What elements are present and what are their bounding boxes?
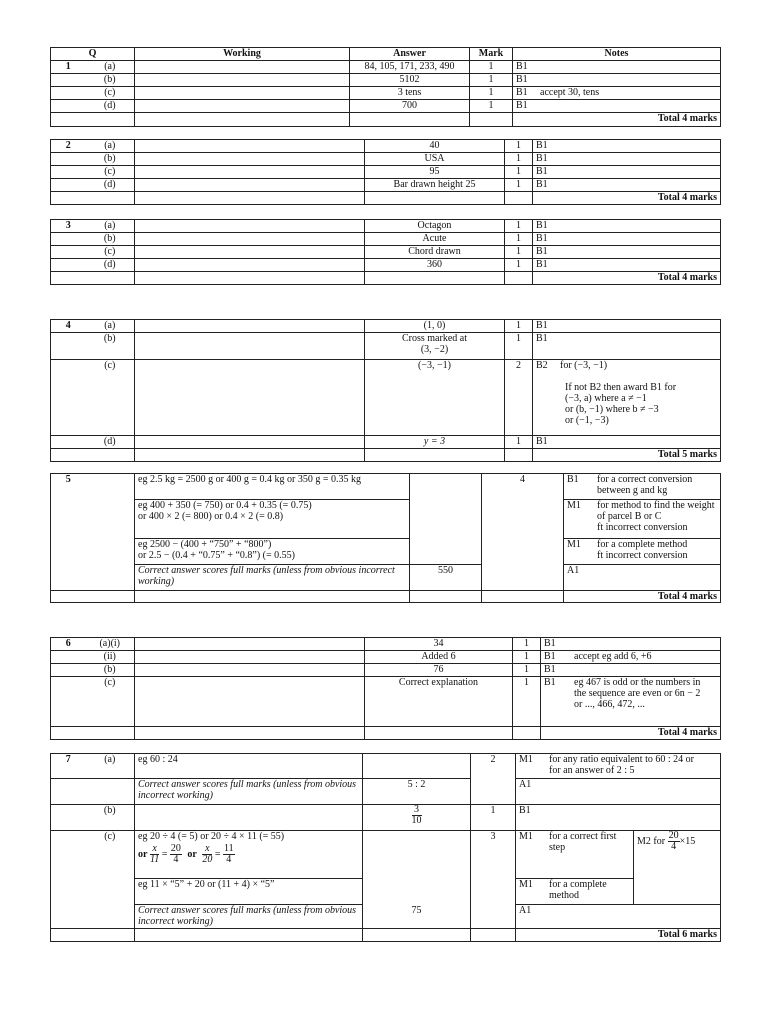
part-label: (b) [86,664,135,677]
mark-cell: 1 [513,651,541,664]
part-label: (c) [86,246,135,259]
part-label: (d) [86,259,135,272]
notes-cell: B1 [533,140,721,153]
part-label: (a) [86,320,135,333]
answer-cell: Added 6 [365,651,513,664]
answer-cell: Chord drawn [365,246,505,259]
mark-cell: 4 [482,474,564,591]
notes-cell: A1 [516,779,721,805]
notes-cell: B1 for a correct conversion between g and kg [564,474,721,500]
total-marks: Total 5 marks [533,449,721,462]
notes-cell: B1 [516,805,721,831]
answer-cell: 5102 [350,74,470,87]
mark-cell: 1 [505,220,533,233]
notes-cell: B1 [533,436,721,449]
part-label: (c) [86,360,135,436]
working-cell: eg 400 + 350 (= 750) or 0.4 + 0.35 (= 0.75) or 400 × 2 (= 800) or 0.4 × 2 (= 0.8) [135,500,410,539]
q1-table [50,47,721,127]
total-marks: Total 4 marks [533,192,721,205]
notes-cell: A1 [516,905,721,929]
notes-cell: B1 [533,320,721,333]
total-marks: Total 6 marks [516,929,721,942]
notes-cell: A1 [564,565,721,591]
answer-cell: Bar drawn height 25 [365,179,505,192]
part-label: (b) [86,153,135,166]
notes-cell: B1 accept 30, tens [513,87,721,100]
mark-cell: 1 [505,153,533,166]
answer-cell: Correct explanation [365,677,513,727]
notes-cell: B1 eg 467 is odd or the numbers in the sequence are even or 6n − 2 or ..., 466, 472, ... [541,677,721,727]
mark-cell: 1 [505,320,533,333]
header-notes: Notes [513,48,721,61]
total-marks: Total 4 marks [533,272,721,285]
part-label: (a) [86,61,135,74]
notes-cell: B2 for (−3, −1) If not B2 then award B1 for (−3, a) where a ≠ −1 or (b, −1) where b ≠ −3 or (−1, −3) [533,360,721,436]
answer-cell: 95 [365,166,505,179]
answer-cell: 700 [350,100,470,113]
notes-cell-m2: M2 for $\frac{20}{4}$ ×15 [634,831,721,905]
question-number: 5 [51,474,86,591]
mark-cell: 1 [505,140,533,153]
part-label: (d) [86,436,135,449]
total-marks: Total 4 marks [541,727,721,740]
answer-cell: 34 [365,638,513,651]
mark-cell: 3 [471,831,516,929]
total-marks: Total 4 marks [513,113,721,127]
answer-cell: 550 [410,565,482,591]
part-label: (a)(i) [86,638,135,651]
header-answer: Answer [350,48,470,61]
mark-cell: 1 [471,805,516,831]
part-label: (d) [86,100,135,113]
notes-cell: M1 for a complete method [516,879,634,905]
part-label: (b) [86,233,135,246]
answer-cell [363,805,471,831]
notes-cell: B1 [533,333,721,360]
working-cell: Correct answer scores full marks (unless from obvious incorrect working) [135,565,410,591]
answer-cell: 40 [365,140,505,153]
mark-cell: 1 [505,246,533,259]
working-cell: eg 20 ÷ 4 (= 5) or 20 ÷ 4 × 11 (= 55) or $\frac{x}{11}$ = $\frac{20}{4}$ or $\frac{x}{20}$ = $\frac{11}{4}$ [135,831,363,879]
notes-cell: B1 [533,220,721,233]
part-label: (c) [86,87,135,100]
working-cell: eg 11 × “5” + 20 or (11 + 4) × “5” [135,879,363,905]
mark-cell: 1 [505,259,533,272]
notes-cell: B1 accept eg add 6, +6 [541,651,721,664]
answer-cell: USA [365,153,505,166]
q6-table [50,637,721,740]
mark-cell: 1 [505,436,533,449]
header-working: Working [135,48,350,61]
header-mark: Mark [470,48,513,61]
q2-table [50,139,721,205]
q5-table [50,473,721,603]
mark-cell: 1 [513,664,541,677]
notes-cell: B1 [533,259,721,272]
mark-cell: 1 [505,179,533,192]
notes-cell: M1 for a complete method ft incorrect conversion [564,539,721,565]
mark-cell: 1 [470,61,513,74]
working-cell: eg 2500 − (400 + “750” + “800”) or 2.5 − (0.4 + “0.75” + “0.8”) (= 0.55) [135,539,410,565]
part-label: (b) [86,333,135,360]
mark-cell: 1 [470,87,513,100]
mark-cell: 1 [470,74,513,87]
question-number: 2 [51,140,86,153]
answer-cell: Cross marked at (3, −2) [365,333,505,360]
notes-cell: B1 [533,179,721,192]
mark-cell: 1 [505,333,533,360]
notes-cell: B1 [533,246,721,259]
notes-cell: B1 [533,153,721,166]
part-label: (c) [86,166,135,179]
answer-cell: 84, 105, 171, 233, 490 [350,61,470,74]
question-number: 4 [51,320,86,333]
answer-cell: 3 tens [350,87,470,100]
notes-cell: B1 [513,100,721,113]
question-number: 1 [51,61,86,74]
part-label: (ii) [86,651,135,664]
notes-cell: B1 [541,664,721,677]
mark-cell: 1 [470,100,513,113]
question-number: 6 [51,638,86,651]
q7-table [50,753,721,942]
mark-cell: 2 [505,360,533,436]
answer-cell: Acute [365,233,505,246]
q4-table [50,319,721,462]
mark-cell: 1 [513,638,541,651]
notes-cell: M1 for any ratio equivalent to 60 : 24 or for an answer of 2 : 5 [516,754,721,779]
notes-cell: B1 [513,74,721,87]
answer-cell: 76 [365,664,513,677]
answer-cell: 75 [363,905,471,929]
answer-cell: 5 : 2 [363,779,471,805]
notes-cell: B1 [533,233,721,246]
header-q: Q [51,48,135,61]
total-marks: Total 4 marks [564,591,721,603]
part-label: (b) [86,805,135,831]
working-cell: Correct answer scores full marks (unless from obvious incorrect working) [135,779,363,805]
notes-cell: B1 [541,638,721,651]
mark-cell: 1 [513,677,541,727]
answer-cell: (−3, −1) [365,360,505,436]
part-label: (b) [86,74,135,87]
notes-cell: M1 for a correct first step [516,831,634,879]
question-number: 7 [51,754,86,779]
answer-cell: (1, 0) [365,320,505,333]
notes-cell: B1 [533,166,721,179]
answer-cell: Octagon [365,220,505,233]
notes-cell: M1 for method to find the weight of parcel B or C ft incorrect conversion [564,500,721,539]
part-label: (d) [86,179,135,192]
answer-cell: 360 [365,259,505,272]
part-label: (a) [86,754,135,779]
q3-table [50,219,721,285]
mark-cell: 1 [505,233,533,246]
mark-cell: 1 [505,166,533,179]
working-cell: eg 60 : 24 [135,754,363,779]
part-label: (a) [86,140,135,153]
question-number: 3 [51,220,86,233]
part-label: (c) [86,677,135,727]
answer-fraction: $\frac{3}{10}$ [411,804,422,826]
part-label: (c) [86,831,135,879]
working-cell: eg 2.5 kg = 2500 g or 400 g = 0.4 kg or 350 g = 0.35 kg [135,474,410,500]
answer-cell: y = 3 [365,436,505,449]
part-label: (a) [86,220,135,233]
mark-cell: 2 [471,754,516,805]
working-cell: Correct answer scores full marks (unless from obvious incorrect working) [135,905,363,929]
notes-cell: B1 [513,61,721,74]
